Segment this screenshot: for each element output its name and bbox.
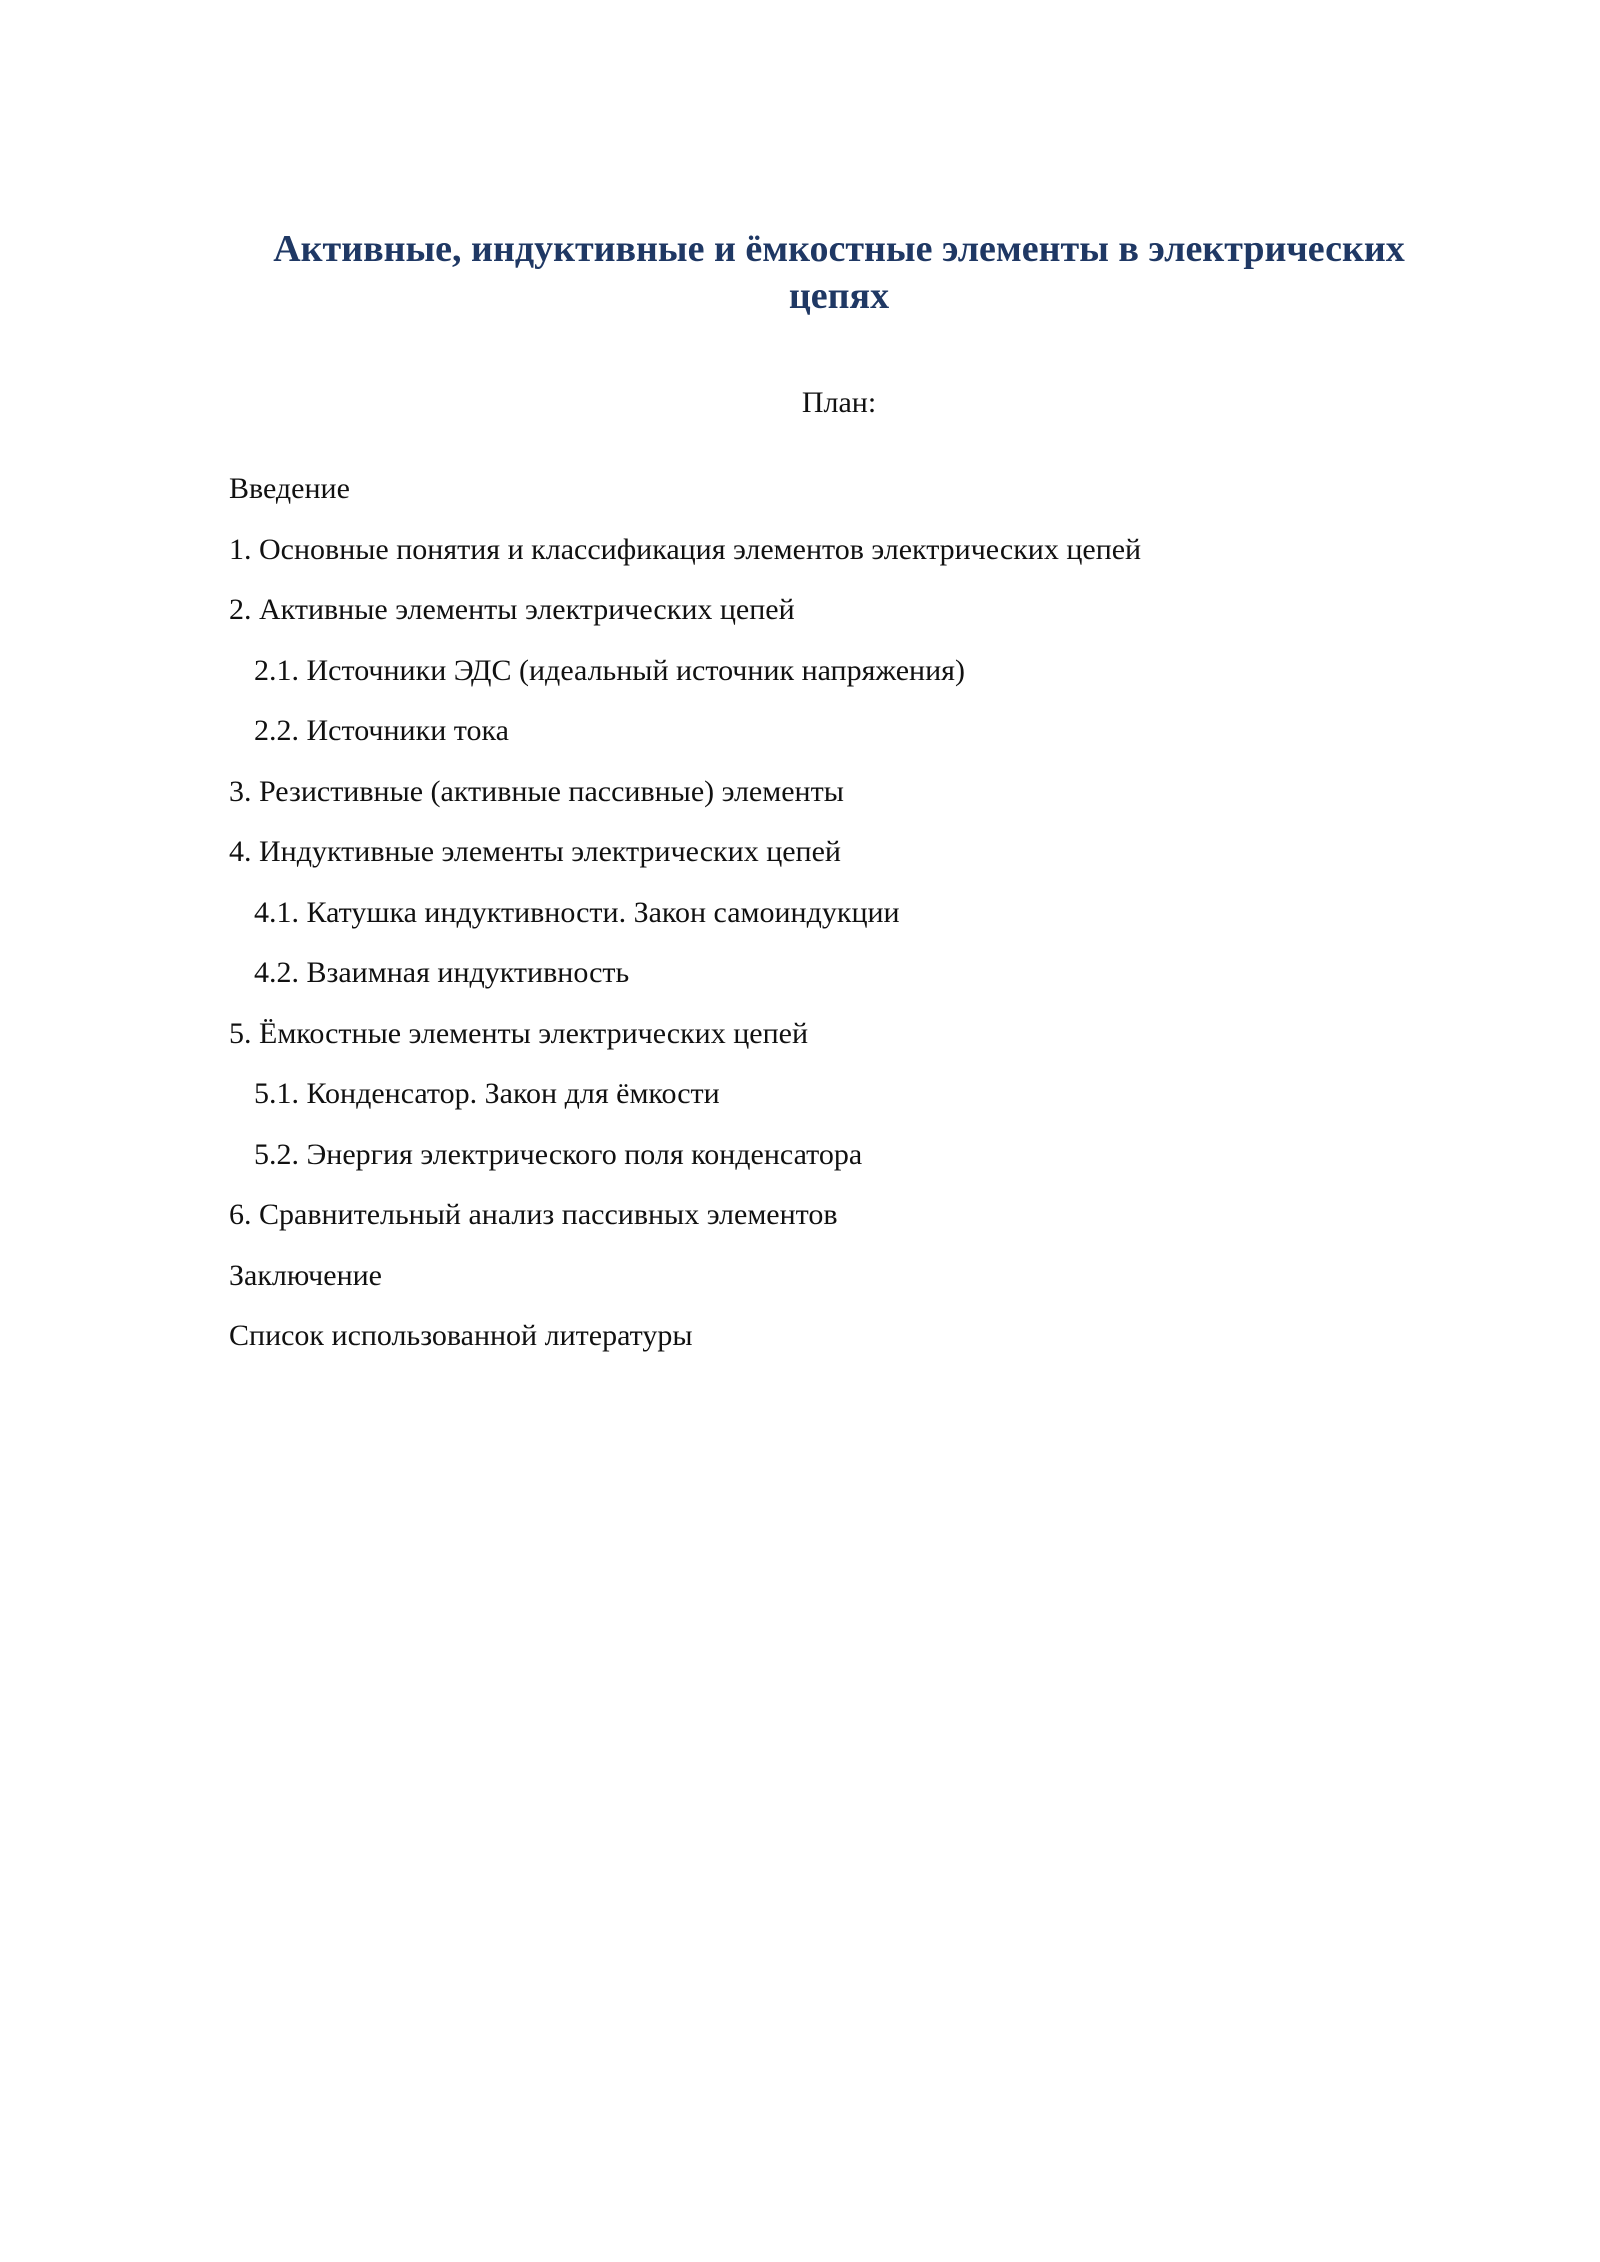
toc-item-section-3: 3. Резистивные (активные пассивные) элементы	[229, 774, 844, 808]
toc-item-section-5: 5. Ёмкостные элементы электрических цепей	[229, 1016, 809, 1050]
toc-item-section-2-1: 2.1. Источники ЭДС (идеальный источник напряжения)	[254, 653, 965, 687]
toc-item-section-5-1: 5.1. Конденсатор. Закон для ёмкости	[254, 1077, 720, 1110]
toc-item-section-2: 2. Активные элементы электрических цепей	[229, 593, 795, 626]
toc-item-section-4: 4. Индуктивные элементы электрических цепей	[229, 835, 841, 868]
toc-item-section-5-2: 5.2. Энергия электрического поля конденсатора	[254, 1137, 863, 1171]
toc-item-introduction: Введение	[229, 472, 350, 505]
toc-item-section-4-1: 4.1. Катушка индуктивности. Закон самоиндукции	[254, 895, 900, 929]
toc-item-conclusion: Заключение	[229, 1258, 382, 1292]
toc-item-section-2-2: 2.2. Источники тока	[254, 714, 509, 747]
document-title: Активные, индуктивные и ёмкостные элементы в электрических цепях	[273, 228, 1405, 317]
toc-item-section-1: 1. Основные понятия и классификация элементов электрических цепей	[229, 532, 1142, 566]
toc-item-bibliography: Список использованной литературы	[229, 1319, 693, 1352]
toc-item-section-4-2: 4.2. Взаимная индуктивность	[254, 956, 630, 989]
toc-item-section-6: 6. Сравнительный анализ пассивных элементов	[229, 1198, 838, 1231]
plan-heading: План:	[801, 386, 877, 419]
table-of-contents	[229, 469, 1449, 1377]
